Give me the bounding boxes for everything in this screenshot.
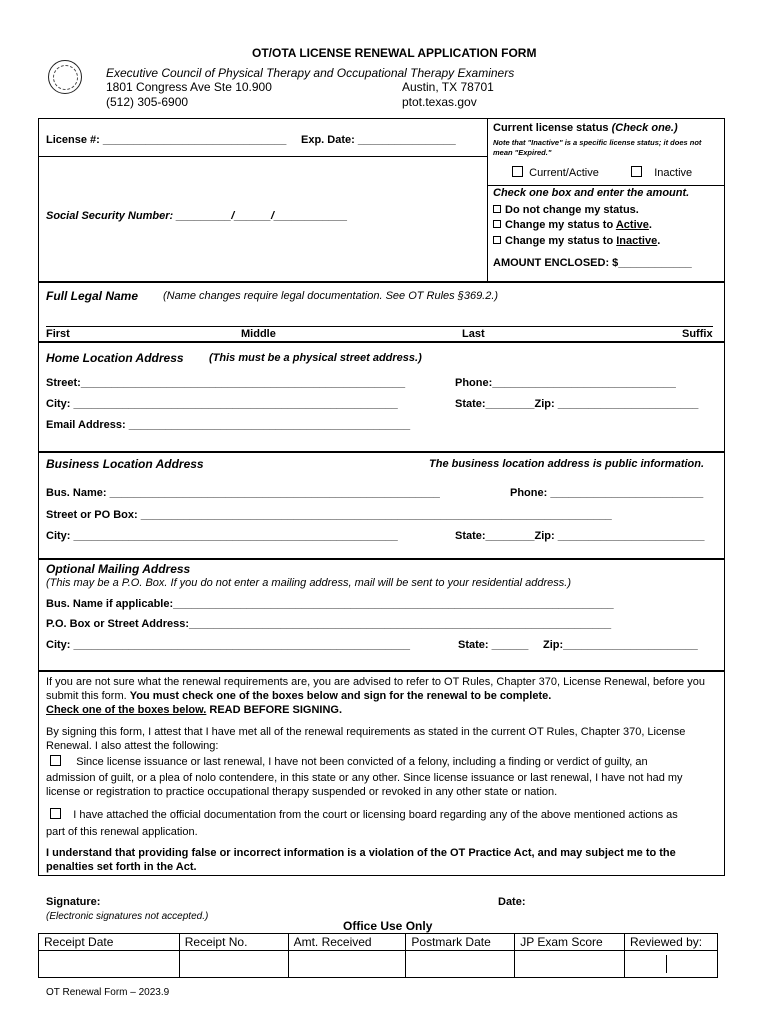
no-change-option[interactable]: Do not change my status.: [493, 204, 639, 216]
business-phone-field[interactable]: Phone: _________________________: [510, 487, 704, 499]
attestation-statement: By signing this form, I attest that I have met all of the renewal requirements as stated in the current OT Rules, Chapter 370, License Renewal. I also attest the following:: [46, 726, 686, 752]
mailing-state-field[interactable]: State: ______: [458, 639, 529, 651]
suffix-label: Suffix: [682, 328, 713, 340]
change-inactive-checkbox[interactable]: [493, 236, 501, 244]
amt-received-header: Amt. Received: [288, 934, 406, 951]
agency-seal-icon: [48, 60, 82, 94]
receipt-date-header: Receipt Date: [39, 934, 180, 951]
status-note: Note that "Inactive" is a specific license status; it does not mean "Expired.": [493, 138, 702, 157]
full-name-note: (Name changes require legal documentation. See OT Rules §369.2.): [163, 290, 499, 302]
mailing-po-box-field[interactable]: P.O. Box or Street Address:_____________________________________________________________________: [46, 618, 612, 630]
receipt-no-cell: [179, 951, 288, 978]
reviewed-by-cell: [625, 951, 718, 978]
full-name-line[interactable]: [46, 326, 713, 327]
inactive-checkbox[interactable]: [631, 166, 642, 177]
change-active-checkbox[interactable]: [493, 220, 501, 228]
business-city-field[interactable]: City: _____________________________________________________: [46, 530, 398, 542]
agency-city: Austin, TX 78701: [402, 80, 494, 94]
no-conviction-text: admission of guilt, or a plea of nolo contendere, in this state or any other. Since license issuance or last renewal, I have not had my license or registration to practice occupational therapy suspended or revoked in any other state or nation.: [46, 772, 683, 798]
no-conviction-option: Since license issuance or last renewal, I have not been convicted of a felony, including a finding or verdict of guilty, an: [50, 755, 648, 768]
office-use-title: Office Use Only: [343, 919, 433, 933]
reviewed-by-header: Reviewed by:: [625, 934, 718, 951]
office-use-header-row: [39, 934, 718, 951]
change-active-option[interactable]: Change my status to Active.: [493, 219, 652, 231]
business-public-note: The business location address is public information.: [429, 458, 705, 470]
text-cursor: [666, 955, 667, 973]
business-name-field[interactable]: Bus. Name: ______________________________________________________: [46, 487, 440, 499]
receipt-no-header: Receipt No.: [179, 934, 288, 951]
office-use-blank-row: [39, 951, 718, 978]
mailing-address-heading: Optional Mailing Address: [46, 562, 191, 576]
full-name-heading: Full Legal Name: [46, 289, 139, 303]
form-version-footer: OT Renewal Form – 2023.9: [46, 987, 170, 998]
mailing-zip-field[interactable]: Zip:______________________: [543, 639, 698, 651]
first-label: First: [46, 328, 70, 340]
postmark-date-header: Postmark Date: [406, 934, 515, 951]
office-use-table: [38, 933, 718, 978]
mailing-bus-name-field[interactable]: Bus. Name if applicable:________________________________________________________________________: [46, 598, 614, 610]
jp-exam-score-cell: [515, 951, 625, 978]
home-state-zip-field[interactable]: State:________Zip: _______________________: [455, 398, 699, 410]
agency-phone: (512) 305-6900: [106, 95, 189, 109]
agency-website: ptot.texas.gov: [402, 95, 477, 109]
check-one-instruction: Check one of the boxes below. READ BEFORE SIGNING.: [46, 704, 343, 716]
form-title: OT/OTA LICENSE RENEWAL APPLICATION FORM: [252, 46, 537, 60]
amount-enclosed-field[interactable]: AMOUNT ENCLOSED: $____________: [493, 257, 692, 269]
home-address-note: (This must be a physical street address.): [209, 352, 422, 364]
amt-received-cell: [288, 951, 406, 978]
current-checkbox[interactable]: [512, 166, 523, 177]
agency-address: 1801 Congress Ave Ste 10.900: [106, 80, 272, 94]
exp-date-field[interactable]: Exp. Date: ________________: [301, 134, 456, 146]
documentation-checkbox[interactable]: [50, 808, 61, 819]
email-field[interactable]: Email Address: ______________________________________________: [46, 419, 411, 431]
last-label: Last: [462, 328, 485, 340]
home-street-field[interactable]: Street:_____________________________________________________: [46, 377, 406, 389]
business-street-field[interactable]: Street or PO Box: _____________________________________________________________________________: [46, 509, 612, 521]
ssn-field[interactable]: Social Security Number: _________/______/____________: [46, 210, 348, 222]
signature-date-field[interactable]: Date:: [498, 896, 526, 908]
mailing-address-note: (This may be a P.O. Box. If you do not enter a mailing address, mail will be sent to your residential address.): [46, 577, 571, 589]
status-inactive-option[interactable]: Inactive: [631, 166, 692, 179]
signature-note: (Electronic signatures not accepted.): [46, 911, 209, 922]
home-phone-field[interactable]: Phone:______________________________: [455, 377, 676, 389]
renewal-requirements-note: If you are not sure what the renewal requirements are, you are advised to refer to OT Rules, Chapter 370, License Renewal, before you submit this form. You must check one of the boxes below and sign for the renewal to be complete.: [46, 676, 705, 702]
change-inactive-option[interactable]: Change my status to Inactive.: [493, 235, 660, 247]
documentation-option: I have attached the official documentation from the court or licensing board regarding any of the above mentioned actions as: [50, 808, 678, 821]
signature-field[interactable]: Signature:: [46, 896, 101, 908]
status-heading: Current license status (Check one.): [493, 122, 678, 134]
middle-label: Middle: [241, 328, 276, 340]
status-current-option[interactable]: Current/Active: [512, 166, 599, 179]
home-city-field[interactable]: City: _____________________________________________________: [46, 398, 398, 410]
false-info-warning: I understand that providing false or incorrect information is a violation of the OT Practice Act, and may subject me to the penalties set forth in the Act.: [46, 847, 676, 873]
business-address-heading: Business Location Address: [46, 457, 204, 471]
business-state-zip-field[interactable]: State:________Zip: ________________________: [455, 530, 705, 542]
agency-name: Executive Council of Physical Therapy and Occupational Therapy Examiners: [106, 66, 515, 80]
no-conviction-checkbox[interactable]: [50, 755, 61, 766]
postmark-date-cell: [406, 951, 515, 978]
documentation-text: part of this renewal application.: [46, 826, 198, 838]
change-instruction: Check one box and enter the amount.: [493, 187, 690, 199]
jp-exam-score-header: JP Exam Score: [515, 934, 625, 951]
receipt-date-cell: [39, 951, 180, 978]
no-change-checkbox[interactable]: [493, 205, 501, 213]
home-address-heading: Home Location Address: [46, 351, 184, 365]
mailing-city-field[interactable]: City: _______________________________________________________: [46, 639, 410, 651]
license-number-field[interactable]: License #: ______________________________: [46, 134, 287, 146]
